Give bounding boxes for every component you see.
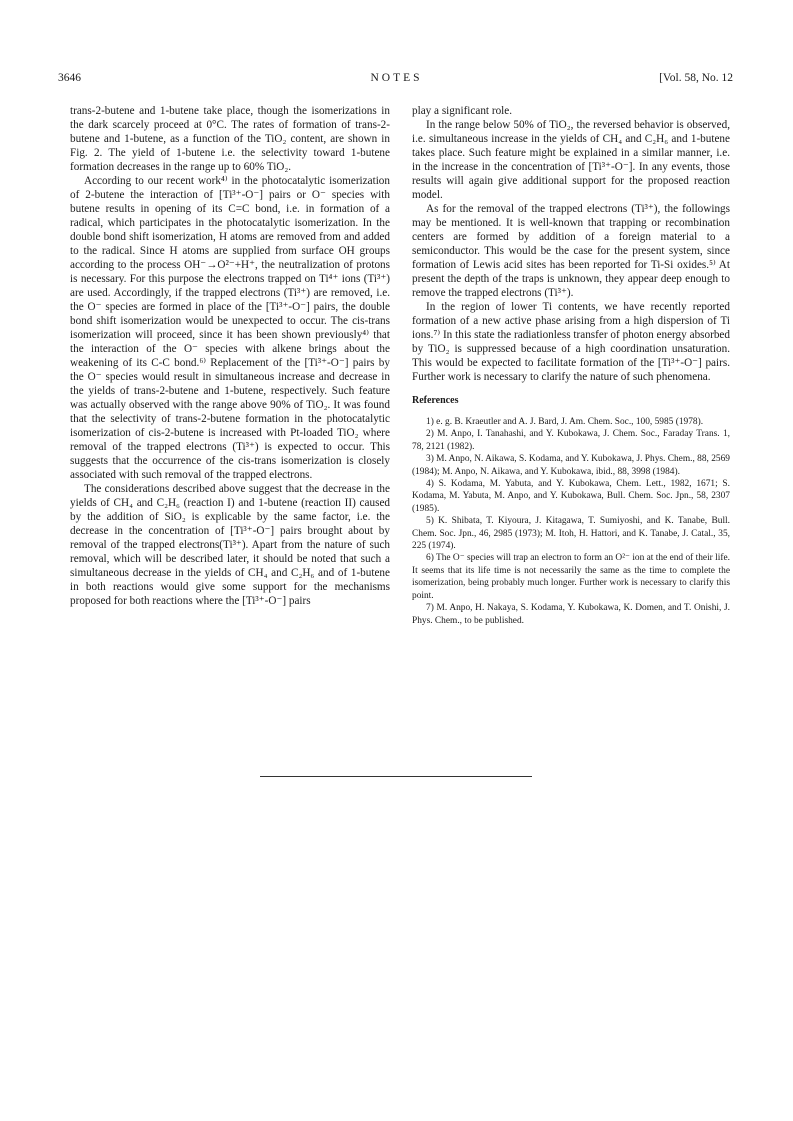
paragraph: As for the removal of the trapped electrons (Ti³⁺), the followings may be mentioned. It is well-known that trapping or recombination centers are formed by addition of a foreign material to a semiconductor. This would be the case for the present system, since formation of Lewis acid sites has been reported for Ti-Si oxides.⁵⁾ At present the depth of the traps is unknown, they appear deep enough to remove the trapped electrons (Ti³⁺). [412,203,730,299]
paragraph: In the region of lower Ti contents, we have recently reported formation of a new active phase arising from a high dispersion of Ti ions.⁷⁾ In this state the radiationless transfer of photon energy absorbed by TiO₂ is suppressed because of a high coordination unsaturation. This would be expected to facilitate formation of the [Ti³⁺-O⁻] pairs. Further work is necessary to clarify the nature of such phenomena. [412,301,730,383]
page-header [0,72,793,88]
paragraph: According to our recent work⁴⁾ in the photocatalytic isomerization of 2-butene the interaction of [Ti³⁺-O⁻] pairs or O⁻ species with butene results in opening of its C=C bond, i.e. in formation of a radical, which participates in the photocatalytic isomerization. In the double bond shift isomerization, H atoms are removed from and added to the radical. Since H atoms are supplied from surface OH groups according to the process OH⁻→O²⁻+H⁺, the neutralization of protons is necessary. For this purpose the electrons trapped on Ti⁴⁺ ions (Ti³⁺) are used. Accordingly, if the trapped electrons (Ti³⁺) are removed, i.e. the O⁻ species are formed in place of the [Ti³⁺-O⁻] pairs, the double bond shift isomerization would be unexpected to occur. The cis-trans isomerization will proceed, since it has been shown previously⁴⁾ that the interaction of the O⁻ species with alkene brings about the weakening of its C-C bond.⁶⁾ Replacement of the [Ti³⁺-O⁻] pairs by the O⁻ species would result in simultaneous increase and decrease in the yields of trans-2-butene and 1-butene, respectively. Such feature was actually observed with the range above 90% of TiO₂. It was found that the selectivity of trans-2-butene formation in the photocatalytic isomerization of cis-2-butene is increased with Pt-loaded TiO₂ where removal of the trapped electrons (Ti³⁺) is expected to occur. This suggests that the occurrence of the cis-trans isomerization is closely associated with such removal of the trapped electrons. [70,175,390,481]
reference-item: 4) S. Kodama, M. Yabuta, and Y. Kubokawa, Chem. Lett., 1982, 1671; S. Kodama, M. Yabuta, M. Anpo, and Y. Kubokawa, Bull. Chem. Soc. Jpn., 58, 2307 (1985). [412,479,730,514]
reference-item: 1) e. g. B. Kraeutler and A. J. Bard, J. Am. Chem. Soc., 100, 5985 (1978). [426,417,704,427]
reference-item: 3) M. Anpo, N. Aikawa, S. Kodama, and Y. Kubokawa, J. Phys. Chem., 88, 2569 (1984); M. Anpo, N. Aikawa, and Y. Kubokawa, ibid., 88, 3998 (1984). [412,454,730,477]
section-title: NOTES [370,72,423,84]
paragraph: play a significant role. [412,105,513,117]
reference-item: 5) K. Shibata, T. Kiyoura, J. Kitagawa, T. Sumiyoshi, and K. Tanabe, Bull. Chem. Soc. Jpn., 46, 2985 (1973); M. Itoh, H. Hattori, and K. Tanabe, J. Catal., 35, 225 (1974). [412,516,730,552]
references-heading: References [412,395,459,406]
reference-item: 7) M. Anpo, H. Nakaya, S. Kodama, Y. Kubokawa, K. Domen, and T. Onishi, J. Phys. Chem., to be published. [412,603,730,626]
left-column [70,104,390,608]
end-rule [260,776,532,777]
page-number: 3646 [58,72,81,84]
volume-info: [Vol. 58, No. 12 [659,72,733,84]
paragraph: The considerations described above suggest that the decrease in the yields of CH₄ and C₂H₆ (reaction I) and 1-butene (reaction II) caused by the addition of SiO₂ is explicable by the same factor, i.e. the decrease in the concentration of [Ti³⁺-O⁻] pairs brought about by removal of the trapped electrons(Ti³⁺). Apart from the nature of such removal, which will be described later, it should be noted that such a simultaneous decrease in the yields of CH₄ and C₂H₆ and of 1-butene in both reactions would give some support for the mechanisms proposed for both reactions where the [Ti³⁺-O⁻] pairs [70,483,390,607]
reference-item: 6) The O⁻ species will trap an electron to form an O²⁻ ion at the end of their life. It seems that its life time is not necessarily the same as the time to complete the isomerization, being probably much longer. Further work is necessary to clarify this point. [412,553,730,601]
paragraph: In the range below 50% of TiO₂, the reversed behavior is observed, i.e. simultaneous increase in the yields of CH₄ and C₂H₆ and 1-butene takes place. Such feature might be explained in a similar manner, i.e. in the increase in the concentration of [Ti³⁺-O⁻]. In any events, those results will again give additional support for the proposed reaction model. [412,119,730,201]
right-column [412,104,730,627]
reference-item: 2) M. Anpo, I. Tanahashi, and Y. Kubokawa, J. Chem. Soc., Faraday Trans. 1, 78, 2121 (1982). [412,429,730,452]
paragraph: trans-2-butene and 1-butene take place, though the isomerizations in the dark scarcely proceed at 0°C. The rates of formation of trans-2-butene and 1-butene, as a function of the TiO₂ content, are shown in Fig. 2. The yield of 1-butene i.e. the selectivity toward 1-butene formation decreases in the range up to 60% TiO₂. [70,105,390,173]
